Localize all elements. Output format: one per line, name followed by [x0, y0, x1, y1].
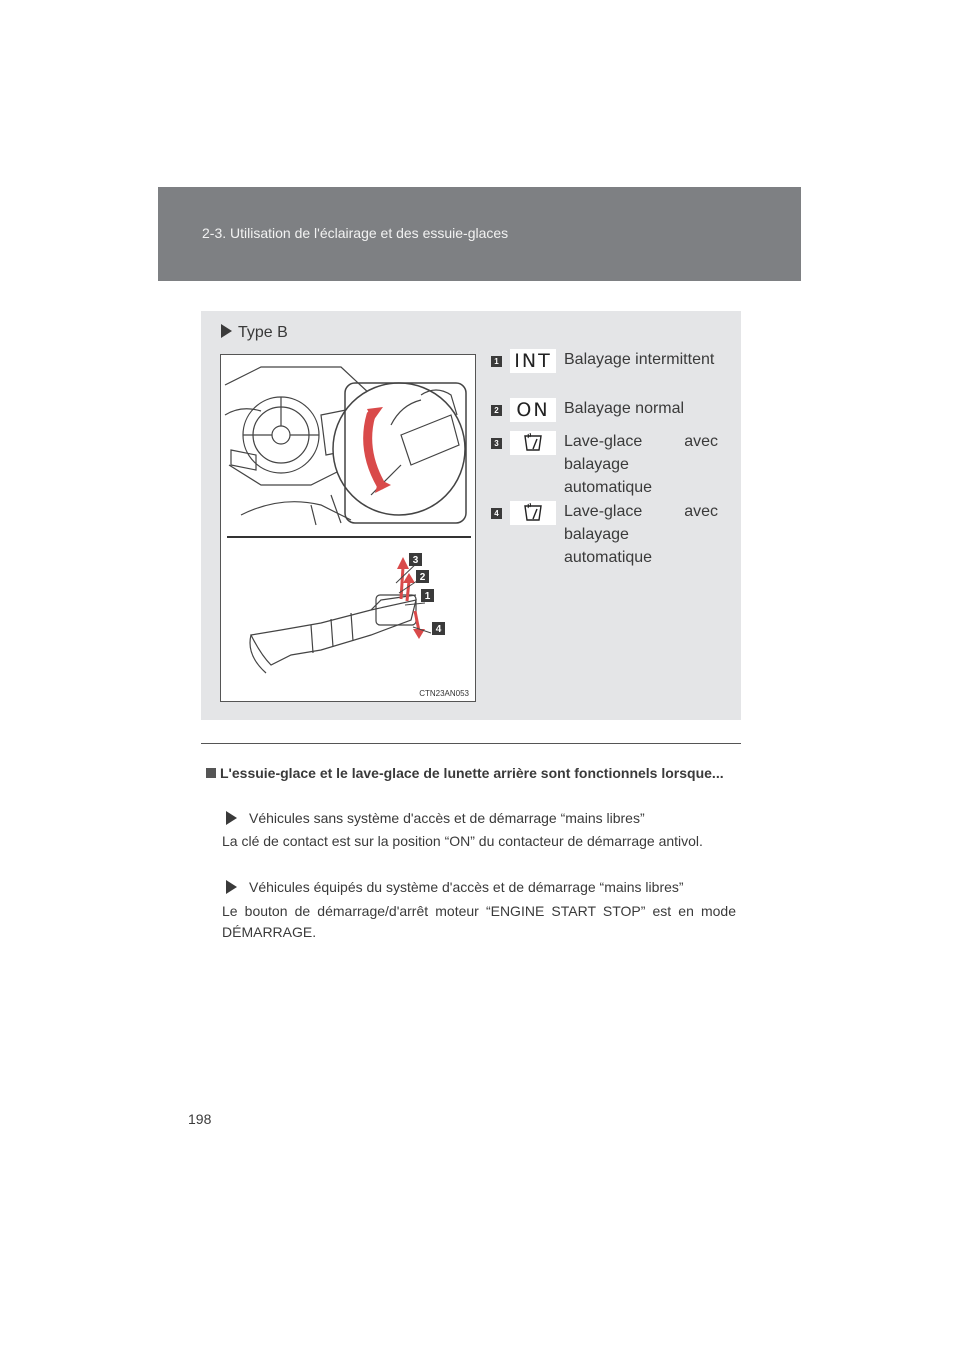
int-icon: INT — [510, 349, 556, 373]
item-description: Lave-glace avec balayage automatique — [564, 433, 718, 496]
item-number: 3 — [491, 438, 502, 449]
callout-4: 4 — [435, 624, 442, 635]
section-divider — [201, 743, 741, 744]
zoom-circle — [333, 383, 465, 515]
arrow-icon — [221, 324, 232, 338]
callout-1: 1 — [424, 591, 431, 602]
type-label: Type B — [221, 324, 288, 342]
bullet-no-smart-key: Véhicules sans système d'accès et de démarrage “mains libres” — [206, 808, 736, 829]
page-number: 198 — [188, 1111, 212, 1127]
figure-code: CTN23AN053 — [419, 689, 469, 698]
callout-3: 3 — [412, 555, 419, 566]
callout-2: 2 — [419, 572, 426, 583]
paragraph-smart-key: Le bouton de démarrage/d'arrêt moteur “ENGINE START STOP” est en mode DÉMARRAGE. — [222, 903, 736, 940]
header-band — [158, 187, 801, 281]
item-number: 1 — [491, 356, 502, 367]
wiper-diagram — [221, 355, 477, 703]
arrow-head-3 — [397, 557, 409, 569]
rear-washer-icon — [510, 501, 556, 525]
on-icon: ON — [510, 398, 556, 422]
item-number: 2 — [491, 405, 502, 416]
arrow-icon — [226, 880, 237, 894]
rear-washer-icon — [510, 431, 556, 455]
square-bullet-icon — [206, 768, 216, 778]
item-description: Lave-glace avec balayage automatique — [564, 503, 718, 566]
item-description: Balayage intermittent — [564, 351, 715, 368]
arrow-icon — [226, 811, 237, 825]
section-title: 2-3. Utilisation de l'éclairage et des essuie-glaces — [202, 225, 509, 241]
stalk-sketch — [250, 595, 416, 673]
item-number: 4 — [491, 508, 502, 519]
paragraph-no-smart-key: La clé de contact est sur la position “ON” du contacteur de démarrage antivol. — [222, 833, 703, 849]
type-b-panel — [201, 311, 741, 720]
note-heading: L'essuie-glace et le lave-glace de lunette arrière sont fonctionnels lorsque... — [206, 763, 736, 784]
wiper-illustration — [220, 354, 476, 702]
bullet-smart-key: Véhicules équipés du système d'accès et de démarrage “mains libres” — [206, 877, 736, 898]
item-description: Balayage normal — [564, 400, 685, 417]
